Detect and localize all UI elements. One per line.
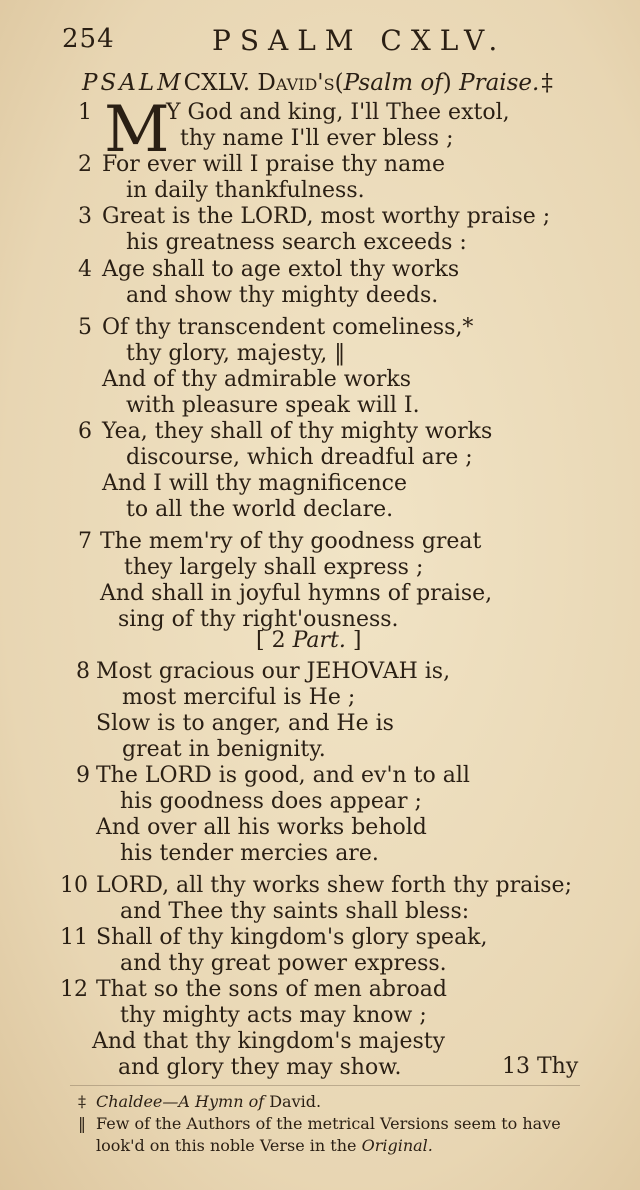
part-marker [256, 628, 361, 654]
verse-8-line-1: Most gracious our JEHOVAH is, [96, 659, 451, 684]
verse-number-12: 12 [60, 977, 88, 1002]
verse-number-1: 1 [78, 100, 92, 125]
verse-9-line-3: And over all his works behold [96, 815, 427, 840]
heading-close-paren: ) [442, 70, 452, 96]
verse-number-9: 9 [76, 763, 90, 788]
verse-2-line-1: For ever will I praise thy name [102, 152, 446, 177]
footnote-1-roman: David. [264, 1092, 322, 1111]
verse-12-line-3: And that thy kingdom's majesty [92, 1029, 446, 1054]
page-number: 254 [62, 24, 115, 54]
verse-6-line-1: Yea, they shall of thy mighty works [102, 419, 493, 444]
verse-number-11: 11 [60, 925, 88, 950]
verse-7-line-2: they largely shall express ; [124, 555, 424, 580]
verse-8-line-4: great in benignity. [122, 737, 326, 762]
heading-open-paren: ( [334, 70, 344, 96]
heading-davids: David's [257, 70, 335, 96]
verse-3-line-2: his greatness search exceeds : [126, 230, 467, 255]
drop-cap: M [104, 93, 170, 167]
verse-4-line-1: Age shall to age extol thy works [102, 257, 460, 282]
verse-2-line-2: in daily thankfulness. [126, 178, 365, 203]
verse-6-line-2: discourse, which dreadful are ; [126, 445, 473, 470]
verse-10-line-2: and Thee thy saints shall bless: [120, 899, 470, 924]
footnote-1-mark: ‡ [78, 1092, 86, 1111]
footnote-2-continuation [96, 1136, 433, 1156]
verse-7-line-3: And shall in joyful hymns of praise, [100, 581, 493, 606]
verse-number-4: 4 [78, 257, 92, 282]
verse-6-line-4: to all the world declare. [126, 497, 394, 522]
verse-number-2: 2 [78, 152, 92, 177]
verse-number-3: 3 [78, 204, 92, 229]
heading-psalm-of: Psalm of [343, 70, 443, 96]
part-open: [ 2 [256, 628, 286, 653]
part-close: ] [352, 628, 362, 653]
heading-praise: Praise. [459, 70, 540, 96]
verse-4-line-2: and show thy mighty deeds. [126, 283, 439, 308]
footnote-2-line-1: Few of the Authors of the metrical Versions seem to have [96, 1114, 561, 1133]
verse-6-line-3: And I will thy magnificence [102, 471, 407, 496]
verse-5-line-2: thy glory, majesty, ‖ [126, 341, 346, 366]
catchword: 13 Thy [502, 1054, 579, 1079]
verse-1-line-2: thy name I'll ever bless ; [180, 126, 454, 151]
verse-12-line-1: That so the sons of men abroad [96, 977, 447, 1002]
heading-footnote-mark: ‡ [541, 70, 553, 96]
verse-number-7: 7 [78, 529, 92, 554]
verse-9-line-4: his tender mercies are. [120, 841, 379, 866]
verse-12-line-4: and glory they may show. [118, 1055, 402, 1080]
verse-number-10: 10 [60, 873, 88, 898]
verse-7-line-1: The mem'ry of thy goodness great [100, 529, 482, 554]
footnote-2-line-2-roman: look'd on this noble Verse in the [96, 1136, 362, 1155]
running-title: PSALM CXLV. [212, 24, 507, 57]
verse-10-line-1: LORD, all thy works shew forth thy praise; [96, 873, 572, 898]
footnote-2-line-2-italic: Original. [361, 1136, 433, 1155]
verse-5-line-1: Of thy transcendent comeliness,* [102, 315, 474, 340]
verse-8-line-2: most merciful is He ; [122, 685, 356, 710]
footnote-2-mark: ‖ [78, 1114, 86, 1133]
page-header [62, 24, 582, 64]
verse-1-line-1: Y God and king, I'll Thee extol, [166, 100, 510, 125]
verse-9-line-1: The LORD is good, and ev'n to all [96, 763, 470, 788]
footnote-1 [78, 1092, 322, 1112]
footnote-divider [70, 1085, 580, 1086]
verse-7-line-4: sing of thy right'ousness. [118, 607, 399, 632]
heading-number: CXLV. [183, 70, 251, 96]
verse-number-8: 8 [76, 659, 90, 684]
verse-9-line-2: his goodness does appear ; [120, 789, 422, 814]
footnote-1-italic: Chaldee—A Hymn of [96, 1092, 265, 1111]
verse-5-line-3: And of thy admirable works [102, 367, 412, 392]
verse-number-6: 6 [78, 419, 92, 444]
heading-psalm-word: PSALM [82, 70, 184, 96]
part-label: Part. [292, 628, 346, 653]
verse-3-line-1: Great is the LORD, most worthy praise ; [102, 204, 551, 229]
verse-12-line-2: thy mighty acts may know ; [120, 1003, 427, 1028]
verse-5-line-4: with pleasure speak will I. [126, 393, 420, 418]
verse-11-line-2: and thy great power express. [120, 951, 447, 976]
verse-8-line-3: Slow is to anger, and He is [96, 711, 394, 736]
verse-number-5: 5 [78, 315, 92, 340]
verse-11-line-1: Shall of thy kingdom's glory speak, [96, 925, 488, 950]
footnote-2 [78, 1114, 561, 1134]
